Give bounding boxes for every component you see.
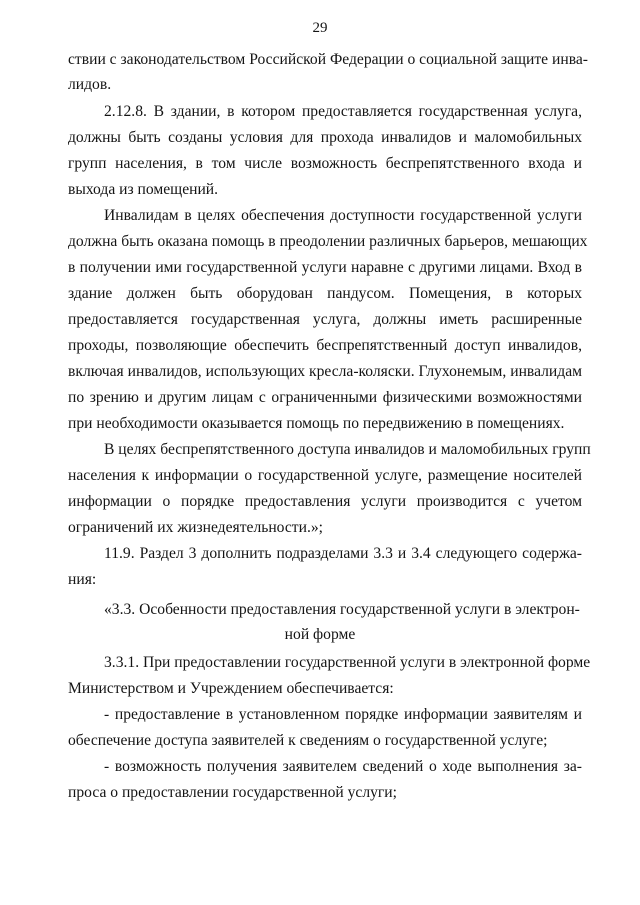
text-line: должна быть оказана помощь в преодолении различных барьеров, мешающих xyxy=(68,233,588,250)
text-line: должны быть созданы условия для прохода инвалидов и маломобильных xyxy=(68,129,582,146)
text-line: Инвалидам в целях обеспечения доступности государственной услуги xyxy=(104,207,582,224)
text-line: выхода из помещений. xyxy=(68,181,219,198)
text-line: ния: xyxy=(68,571,97,588)
text-line: здание должен быть оборудован пандусом. Помещения, в которых xyxy=(68,285,582,302)
text-line: групп населения, в том числе возможность беспрепятственного входа и xyxy=(68,155,582,172)
text-line: Министерством и Учреждением обеспечивается: xyxy=(68,680,394,697)
text-line: ствии с законодательством Российской Федерации о социальной защите инва- xyxy=(68,51,588,68)
text-line: В целях беспрепятственного доступа инвалидов и маломобильных групп xyxy=(104,441,591,458)
text-line: населения к информации о государственной услуге, размещение носителей xyxy=(68,467,582,484)
text-line: 3.3.1. При предоставлении государственной услуги в электронной форме xyxy=(104,654,591,671)
text-line: по зрению и другим лицам с ограниченными физическими возможностями xyxy=(68,389,582,406)
text-line: - возможность получения заявителем сведений о ходе выполнения за- xyxy=(104,758,582,775)
section-heading-line: «3.3. Особенности предоставления государственной услуги в электрон- xyxy=(104,601,580,618)
text-line: ограничений их жизнедеятельности.»; xyxy=(68,519,323,536)
text-line: проса о предоставлении государственной услуги; xyxy=(68,784,397,801)
text-line: в получении ими государственной услуги наравне с другими лицами. Вход в xyxy=(68,259,582,276)
text-line: обеспечение доступа заявителей к сведениям о государственной услуге; xyxy=(68,732,548,749)
text-line: предоставляется государственная услуга, должны иметь расширенные xyxy=(68,311,582,328)
text-line: - предоставление в установленном порядке информации заявителям и xyxy=(104,706,582,723)
text-line: информации о порядке предоставления услуги производится с учетом xyxy=(68,493,582,510)
text-line: лидов. xyxy=(68,76,112,93)
text-line: при необходимости оказывается помощь по передвижению в помещениях. xyxy=(68,415,565,432)
page-number: 29 xyxy=(312,20,328,36)
text-line: 11.9. Раздел 3 дополнить подразделами 3.3 и 3.4 следующего содержа- xyxy=(104,545,582,562)
section-heading-line: ной форме xyxy=(284,626,356,643)
text-line: включая инвалидов, использующих кресла-коляски. Глухонемым, инвалидам xyxy=(68,363,582,380)
text-line: 2.12.8. В здании, в котором предоставляется государственная услуга, xyxy=(104,103,582,120)
text-line: проходы, позволяющие обеспечить беспрепятственный доступ инвалидов, xyxy=(68,337,582,354)
